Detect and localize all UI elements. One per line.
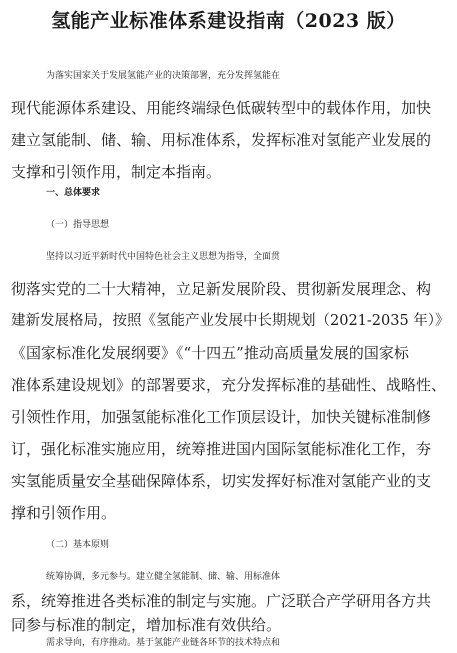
text-line: 现代能源体系建设、用能终端绿色低碳转型中的载体作用，加快 [11, 99, 432, 117]
section-heading: 一、总体要求 [46, 188, 101, 198]
text-line: 需求导向，有序推动。基于氢能产业链各环节的技术特点和 [46, 638, 281, 648]
text-line: 建新发展格局，按照《氢能产业发展中长期规划（2021-2035 年）》 [11, 313, 450, 329]
text-line: 订，强化标准实施应用，统筹推进国内国际氢能标准化工作，夯 [11, 440, 432, 458]
text-line: 支撑和引领作用，制定本指南。 [11, 163, 222, 181]
text-line: 撑和引领作用。 [11, 504, 117, 522]
document-title: 氢能产业标准体系建设指南（2023 版） [51, 10, 406, 32]
subsection-heading: （二）基本原则 [46, 540, 110, 550]
text-line: 《国家标准化发展纲要》《“十四五”推动高质量发展的国家标 [11, 344, 409, 362]
text-line: 准体系建设规划》的部署要求，充分发挥标准的基础性、战略性、 [11, 376, 447, 394]
text-line: 系，统筹推进各类标准的制定与实施。广泛联合产学研用各方共 [11, 592, 432, 610]
text-line: 统筹协调，多元参与。建立健全氢能制、储、输、用标准体 [46, 572, 281, 582]
text-line: 实氢能质量安全基础保障体系，切实发挥好标准对氢能产业的支 [11, 472, 432, 490]
text-line: 同参与标准的制定，增加标准有效供给。 [11, 616, 282, 634]
text-line: 坚持以习近平新时代中国特色社会主义思想为指导，全面贯 [46, 252, 281, 262]
text-line: 引领性作用，加强氢能标准化工作顶层设计，加快关键标准制修 [11, 408, 432, 426]
subsection-heading: （一）指导思想 [46, 220, 110, 230]
text-line: 为落实国家关于发展氢能产业的决策部署，充分发挥氢能在 [46, 71, 281, 81]
text-line: 建立氢能制、储、输、用标准体系，发挥标准对氢能产业发展的 [11, 131, 432, 149]
text-line: 彻落实党的二十大精神，立足新发展阶段、贯彻新发展理念、构 [11, 280, 432, 298]
